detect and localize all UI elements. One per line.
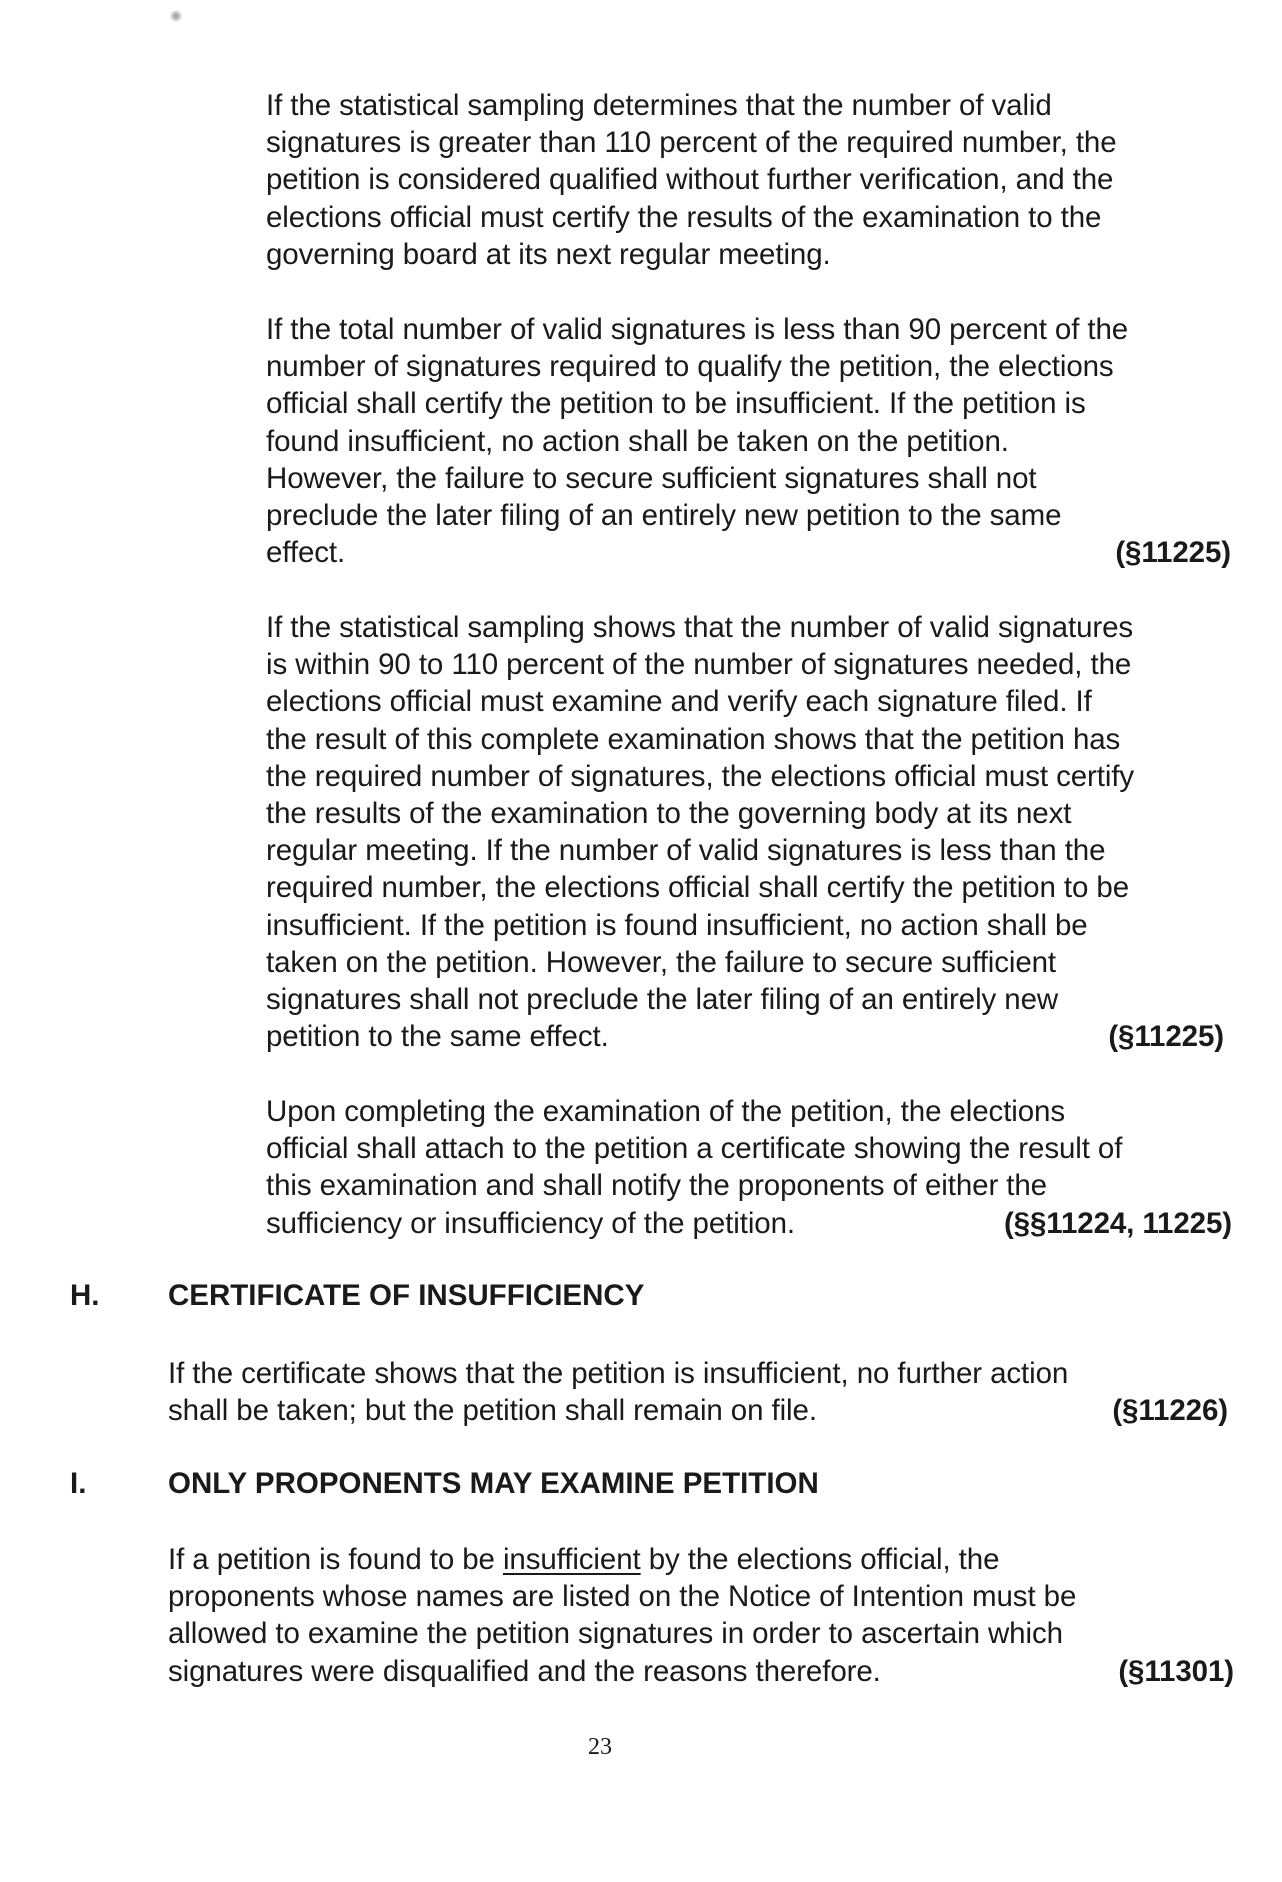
text-line: this examination and shall notify the proponents of either the [266, 1169, 1047, 1203]
scan-speck [170, 10, 182, 22]
text-line-with-citation [266, 1018, 1246, 1055]
text-line: governing board at its next regular meeting. [266, 237, 831, 271]
text-fragment: If a petition is found to be [168, 1543, 503, 1576]
statute-citation: (§11226) [1112, 1394, 1228, 1428]
text-line: effect. [266, 536, 346, 570]
text-line: If the statistical sampling determines that the number of valid [266, 89, 1052, 122]
text-line: If the total number of valid signatures is less than 90 percent of the [266, 313, 1129, 346]
section-i-paragraph [168, 1541, 1248, 1690]
text-line: signatures shall not preclude the later filing of an entirely new [266, 983, 1059, 1017]
text-line: shall be taken; but the petition shall remain on file. [168, 1394, 817, 1428]
text-line: required number, the elections official shall certify the petition to be [266, 871, 1130, 905]
text-line: taken on the petition. However, the failure to secure sufficient [266, 945, 1057, 979]
text-line: insufficient. If the petition is found insufficient, no action shall be [266, 908, 1088, 942]
section-i-heading: ONLY PROPONENTS MAY EXAMINE PETITION [168, 1467, 819, 1500]
paragraph-less-than-90-percent [266, 311, 1246, 571]
text-line-with-citation [266, 1205, 1246, 1242]
text-line: However, the failure to secure sufficient signatures shall not [266, 461, 1037, 495]
text-line: found insufficient, no action shall be taken on the petition. [266, 424, 1009, 458]
text-line: elections official must certify the results of the examination to the [266, 200, 1102, 234]
text-line: petition to the same effect. [266, 1020, 609, 1054]
text-line: regular meeting. If the number of valid signatures is less than the [266, 834, 1106, 868]
text-line [168, 1541, 1248, 1578]
text-line: proponents whose names are listed on the Notice of Intention must be [168, 1580, 1077, 1614]
text-fragment: by the elections official, the [640, 1543, 1000, 1576]
statute-citation: (§11225) [1108, 1020, 1224, 1054]
text-line: If the certificate shows that the petition is insufficient, no further action [168, 1357, 1069, 1390]
text-line: preclude the later filing of an entirely new petition to the same [266, 499, 1062, 533]
text-line: number of signatures required to qualify the petition, the elections [266, 350, 1114, 384]
statute-citation: (§§11224, 11225) [1003, 1206, 1232, 1240]
text-line: the required number of signatures, the elections official must certify [266, 759, 1135, 793]
text-line: If the statistical sampling shows that the number of valid signatures [266, 611, 1134, 644]
text-line: is within 90 to 110 percent of the number of signatures needed, the [266, 648, 1132, 682]
page-number: 23 [588, 1734, 612, 1760]
text-line: elections official must examine and verify each signature filed. If [266, 685, 1092, 719]
statute-citation: (§11301) [1118, 1654, 1234, 1688]
paragraph-within-90-to-110-percent [266, 609, 1246, 1055]
section-i-letter: I. [70, 1467, 87, 1500]
text-line: sufficiency or insufficiency of the petition. [266, 1206, 795, 1240]
section-h-heading: CERTIFICATE OF INSUFFICIENCY [168, 1279, 645, 1312]
text-line: signatures were disqualified and the reasons therefore. [168, 1654, 881, 1688]
text-line-with-citation [168, 1653, 1248, 1690]
text-line-with-citation [266, 534, 1246, 571]
section-h-letter: H. [70, 1279, 100, 1312]
paragraph-certificate-of-result [266, 1093, 1246, 1242]
text-line: the result of this complete examination shows that the petition has [266, 722, 1121, 756]
text-line: signatures is greater than 110 percent of the required number, the [266, 126, 1117, 160]
paragraph-statistical-sampling-over-110 [266, 87, 1246, 273]
text-line: petition is considered qualified without further verification, and the [266, 163, 1114, 197]
text-line-with-citation [168, 1392, 1248, 1429]
statute-citation: (§11225) [1115, 536, 1231, 570]
text-line: allowed to examine the petition signatures in order to ascertain which [168, 1617, 1063, 1651]
underlined-word: insufficient [502, 1543, 641, 1576]
text-line: official shall certify the petition to be insufficient. If the petition is [266, 387, 1086, 421]
text-line: official shall attach to the petition a certificate showing the result of [266, 1132, 1123, 1166]
text-line: Upon completing the examination of the petition, the elections [266, 1095, 1066, 1128]
text-line: the results of the examination to the governing body at its next [266, 797, 1072, 831]
section-h-paragraph [168, 1355, 1248, 1429]
